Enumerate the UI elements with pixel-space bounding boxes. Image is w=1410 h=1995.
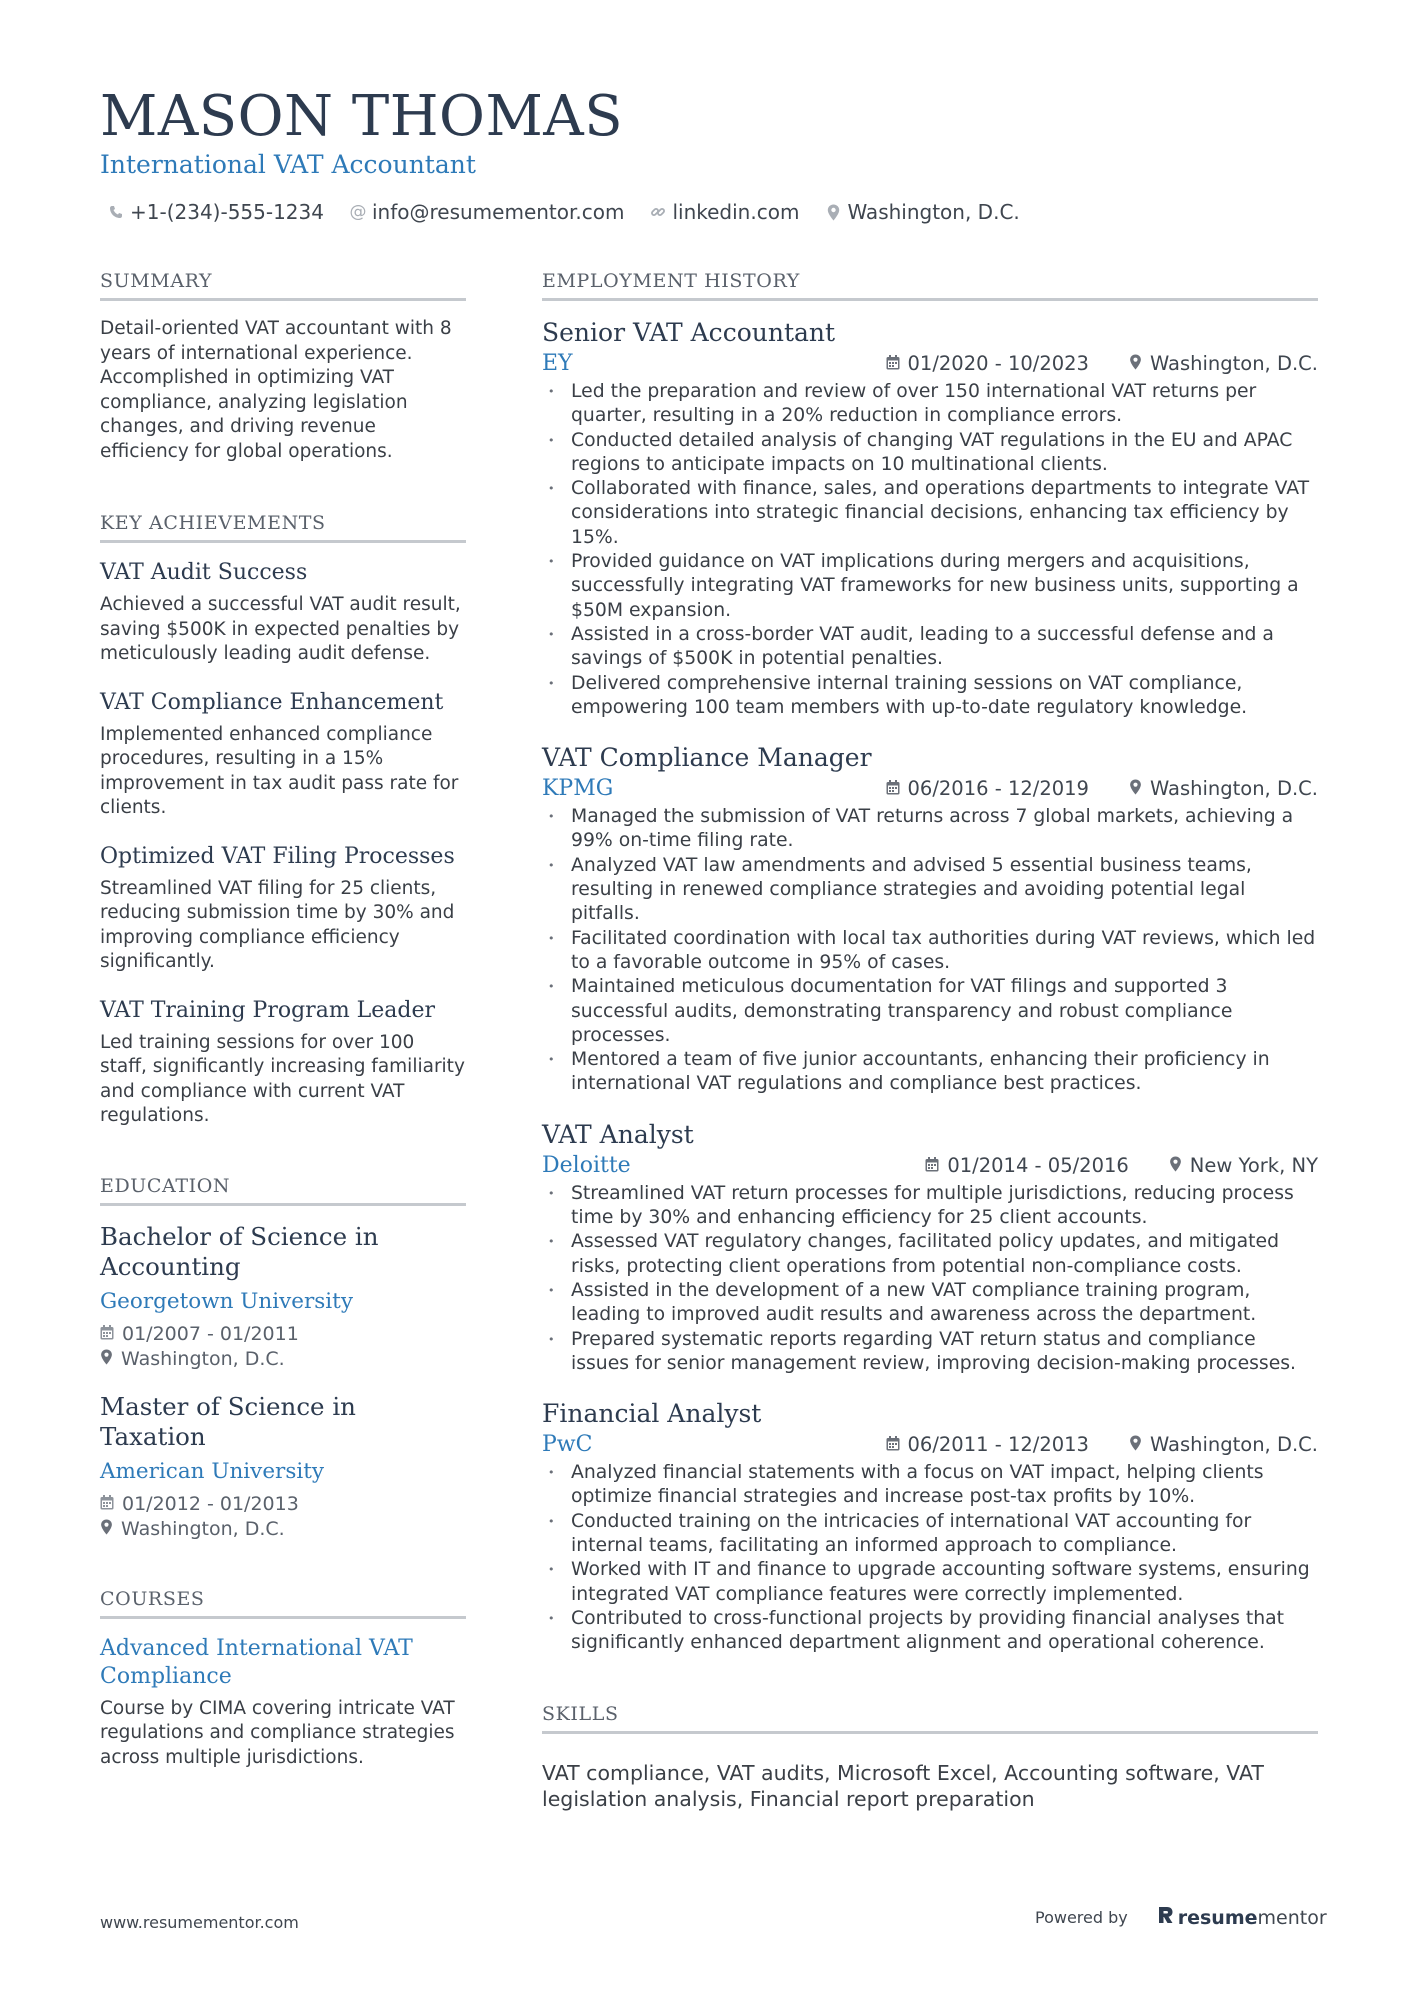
edu-dates	[100, 1492, 466, 1517]
edu-location	[100, 1517, 466, 1542]
summary-text: Detail-oriented VAT accountant with 8 years of international experience. Accomplished in optimizing VAT compliance, analyzing legislation changes, and driving revenue efficiency for global operations.	[100, 318, 452, 462]
left-column	[100, 270, 466, 1770]
location-pin-icon	[825, 203, 841, 221]
powered-by-text: Powered by	[1035, 1908, 1128, 1927]
list-item: • Managed the submission of VAT returns across 7 global markets, achieving a 99% on-time filing rate.	[542, 805, 1318, 854]
achievement-desc: Led training sessions for over 100 staff, significantly increasing familiarity and compliance with current VAT regulations.	[100, 1031, 465, 1126]
list-item: • Provided guidance on VAT implications during mergers and acquisitions, successfully integrating VAT frameworks for new business units, supporting a $50M expansion.	[542, 550, 1318, 623]
degree-title: Bachelor of Science in Accounting	[100, 1221, 379, 1281]
achievement-desc: Implemented enhanced compliance procedures, resulting in a 15% improvement in tax audit pass rate for clients.	[100, 723, 459, 818]
job-meta	[886, 777, 1318, 800]
achievement-title: VAT Compliance Enhancement	[100, 689, 444, 715]
calendar-icon	[925, 1154, 939, 1177]
job-meta	[925, 1154, 1318, 1177]
at-icon: @	[349, 202, 367, 222]
job-location: Washington, D.C.	[1149, 777, 1318, 801]
contact-linkedin[interactable]	[650, 200, 799, 224]
brand-bold: resume	[1177, 1906, 1258, 1929]
achievement-desc: Achieved a successful VAT audit result, saving $500K in expected penalties by meticulously leading audit defense.	[100, 594, 461, 664]
phone-icon	[108, 203, 124, 221]
edu-dates	[100, 1322, 466, 1347]
job-dates: 01/2014 - 05/2016	[947, 1153, 1129, 1177]
linkedin-text: linkedin.com	[672, 200, 800, 224]
location-pin-icon	[1129, 1433, 1142, 1456]
calendar-icon	[886, 352, 900, 375]
job-entry	[542, 742, 1318, 1097]
list-item: • Maintained meticulous documentation for VAT filings and supported 3 successful audits, demonstrating transparency and robust compliance processes.	[542, 975, 1318, 1048]
education-item	[100, 1392, 466, 1542]
location-pin-icon	[1129, 352, 1142, 375]
candidate-name: MASON THOMAS	[100, 84, 624, 149]
edu-dates-text: 01/2012 - 01/2013	[122, 1492, 299, 1515]
edu-dates-text: 01/2007 - 01/2011	[122, 1322, 299, 1345]
list-item: • Analyzed VAT law amendments and advised 5 essential business teams, resulting in renewed compliance strategies and avoiding potential legal pitfalls.	[542, 854, 1318, 927]
company-name: EY	[542, 351, 573, 376]
course-item	[100, 1635, 466, 1771]
job-title: VAT Analyst	[542, 1119, 694, 1149]
achievement-item	[100, 843, 466, 975]
calendar-icon	[100, 1492, 114, 1517]
location-text: Washington, D.C.	[847, 200, 1020, 224]
job-title: Senior VAT Accountant	[542, 318, 836, 347]
list-item: • Assisted in a cross-border VAT audit, leading to a successful defense and a savings of $500K in potential penalties.	[542, 623, 1318, 672]
job-meta-row	[542, 1432, 1318, 1457]
achievement-title: Optimized VAT Filing Processes	[100, 843, 455, 869]
achievement-title: VAT Audit Success	[100, 560, 308, 585]
list-item: • Conducted training on the intricacies of international VAT accounting for internal teams, facilitating an informed approach to compliance.	[542, 1510, 1318, 1559]
location-pin-icon	[100, 1347, 113, 1372]
contact-phone	[108, 200, 324, 224]
course-desc: Course by CIMA covering intricate VAT regulations and compliance strategies across multiple jurisdictions.	[100, 1697, 455, 1768]
brand-light: mentor	[1257, 1906, 1327, 1929]
courses-heading: COURSES	[100, 1588, 466, 1619]
job-meta-row	[542, 351, 1318, 376]
list-item: • Led the preparation and review of over 150 international VAT returns per quarter, resulting in a 20% reduction in compliance errors.	[542, 380, 1318, 429]
job-title: VAT Compliance Manager	[542, 743, 872, 773]
job-meta-row	[542, 1153, 1318, 1178]
calendar-icon	[886, 1433, 900, 1456]
company-name: Deloitte	[542, 1152, 631, 1178]
phone-text: +1-(234)-555-1234	[130, 200, 324, 224]
list-item: • Analyzed financial statements with a focus on VAT impact, helping clients optimize financial strategies and increase post-tax profits by 10%.	[542, 1461, 1318, 1510]
job-meta	[886, 352, 1318, 375]
employment-heading: EMPLOYMENT HISTORY	[542, 270, 1318, 301]
course-title: Advanced International VAT Compliance	[100, 1635, 413, 1689]
list-item: • Delivered comprehensive internal training sessions on VAT compliance, empowering 100 team members with up-to-date regulatory knowledge.	[542, 672, 1318, 721]
skills-text: VAT compliance, VAT audits, Microsoft Excel, Accounting software, VAT legislation analysis, Financial report preparation	[542, 1761, 1264, 1812]
job-location: Washington, D.C.	[1149, 1433, 1318, 1457]
job-bullets	[542, 805, 1318, 1097]
location-pin-icon	[100, 1517, 113, 1542]
job-bullets	[542, 1461, 1318, 1655]
list-item: • Collaborated with finance, sales, and operations departments to integrate VAT considerations into strategic financial decisions, enhancing tax efficiency by 15%.	[542, 477, 1318, 550]
job-entry	[542, 1398, 1318, 1655]
candidate-title: International VAT Accountant	[100, 150, 476, 179]
job-location: Washington, D.C.	[1149, 352, 1318, 375]
achievement-item	[100, 997, 466, 1129]
education-item	[100, 1222, 466, 1372]
list-item: • Streamlined VAT return processes for multiple jurisdictions, reducing process time by 30% and enhancing efficiency for 25 client accounts.	[542, 1182, 1318, 1231]
resumementor-logo[interactable]	[1158, 1906, 1327, 1929]
list-item: • Assessed VAT regulatory changes, facilitated policy updates, and mitigated risks, protecting client operations from potential non-compliance costs.	[542, 1230, 1318, 1279]
list-item: • Prepared systematic reports regarding VAT return status and compliance issues for senior management review, improving decision-making processes.	[542, 1328, 1318, 1377]
list-item: • Conducted detailed analysis of changing VAT regulations in the EU and APAC regions to anticipate impacts on 10 multinational clients.	[542, 429, 1318, 478]
right-column	[542, 270, 1318, 1812]
school-name: American University	[100, 1458, 325, 1484]
skills-heading: SKILLS	[542, 1703, 1318, 1734]
job-dates: 06/2011 - 12/2013	[907, 1433, 1089, 1457]
list-item: • Worked with IT and finance to upgrade accounting software systems, ensuring integrated VAT compliance features were correctly implemented.	[542, 1558, 1318, 1607]
list-item: • Facilitated coordination with local tax authorities during VAT reviews, which led to a favorable outcome in 95% of cases.	[542, 927, 1318, 976]
logo-mark-icon	[1158, 1906, 1174, 1929]
company-name: PwC	[542, 1432, 593, 1458]
edu-location-text: Washington, D.C.	[121, 1347, 285, 1370]
location-pin-icon	[1169, 1154, 1182, 1177]
contact-email[interactable]	[350, 200, 624, 224]
achievements-heading: KEY ACHIEVEMENTS	[100, 512, 466, 543]
achievement-item	[100, 559, 466, 667]
job-bullets	[542, 380, 1318, 720]
footer-website[interactable]: www.resumementor.com	[100, 1913, 299, 1932]
job-meta-row	[542, 776, 1318, 801]
company-name: KPMG	[542, 776, 614, 802]
location-pin-icon	[1129, 777, 1142, 800]
job-dates: 01/2020 - 10/2023	[907, 352, 1089, 375]
job-bullets	[542, 1182, 1318, 1376]
degree-title: Master of Science in Taxation	[100, 1391, 356, 1451]
calendar-icon	[886, 777, 900, 800]
job-entry	[542, 317, 1318, 720]
job-location: New York, NY	[1189, 1153, 1318, 1177]
achievement-title: VAT Training Program Leader	[100, 997, 436, 1023]
list-item: • Assisted in the development of a new VAT compliance training program, leading to improved audit results and awareness across the department.	[542, 1279, 1318, 1328]
job-title: Financial Analyst	[542, 1399, 762, 1429]
list-item: • Mentored a team of five junior accountants, enhancing their proficiency in international VAT regulations and compliance best practices.	[542, 1048, 1318, 1097]
school-name: Georgetown University	[100, 1288, 353, 1314]
contact-bar	[108, 200, 1020, 224]
footer-brand	[1035, 1906, 1327, 1929]
calendar-icon	[100, 1322, 114, 1347]
edu-location	[100, 1347, 466, 1372]
edu-location-text: Washington, D.C.	[121, 1517, 285, 1540]
job-entry	[542, 1119, 1318, 1376]
achievement-desc: Streamlined VAT filing for 25 clients, reducing submission time by 30% and improving compliance efficiency significantly.	[100, 877, 455, 972]
contact-location	[825, 200, 1019, 224]
link-icon	[650, 203, 666, 221]
summary-heading: SUMMARY	[100, 270, 466, 301]
job-dates: 06/2016 - 12/2019	[907, 777, 1089, 801]
email-text: info@resumementor.com	[371, 200, 625, 224]
education-heading: EDUCATION	[100, 1175, 466, 1206]
list-item: • Contributed to cross-functional projects by providing financial analyses that significantly enhanced department alignment and operational coherence.	[542, 1607, 1318, 1656]
achievement-item	[100, 689, 466, 821]
job-meta	[886, 1433, 1318, 1456]
